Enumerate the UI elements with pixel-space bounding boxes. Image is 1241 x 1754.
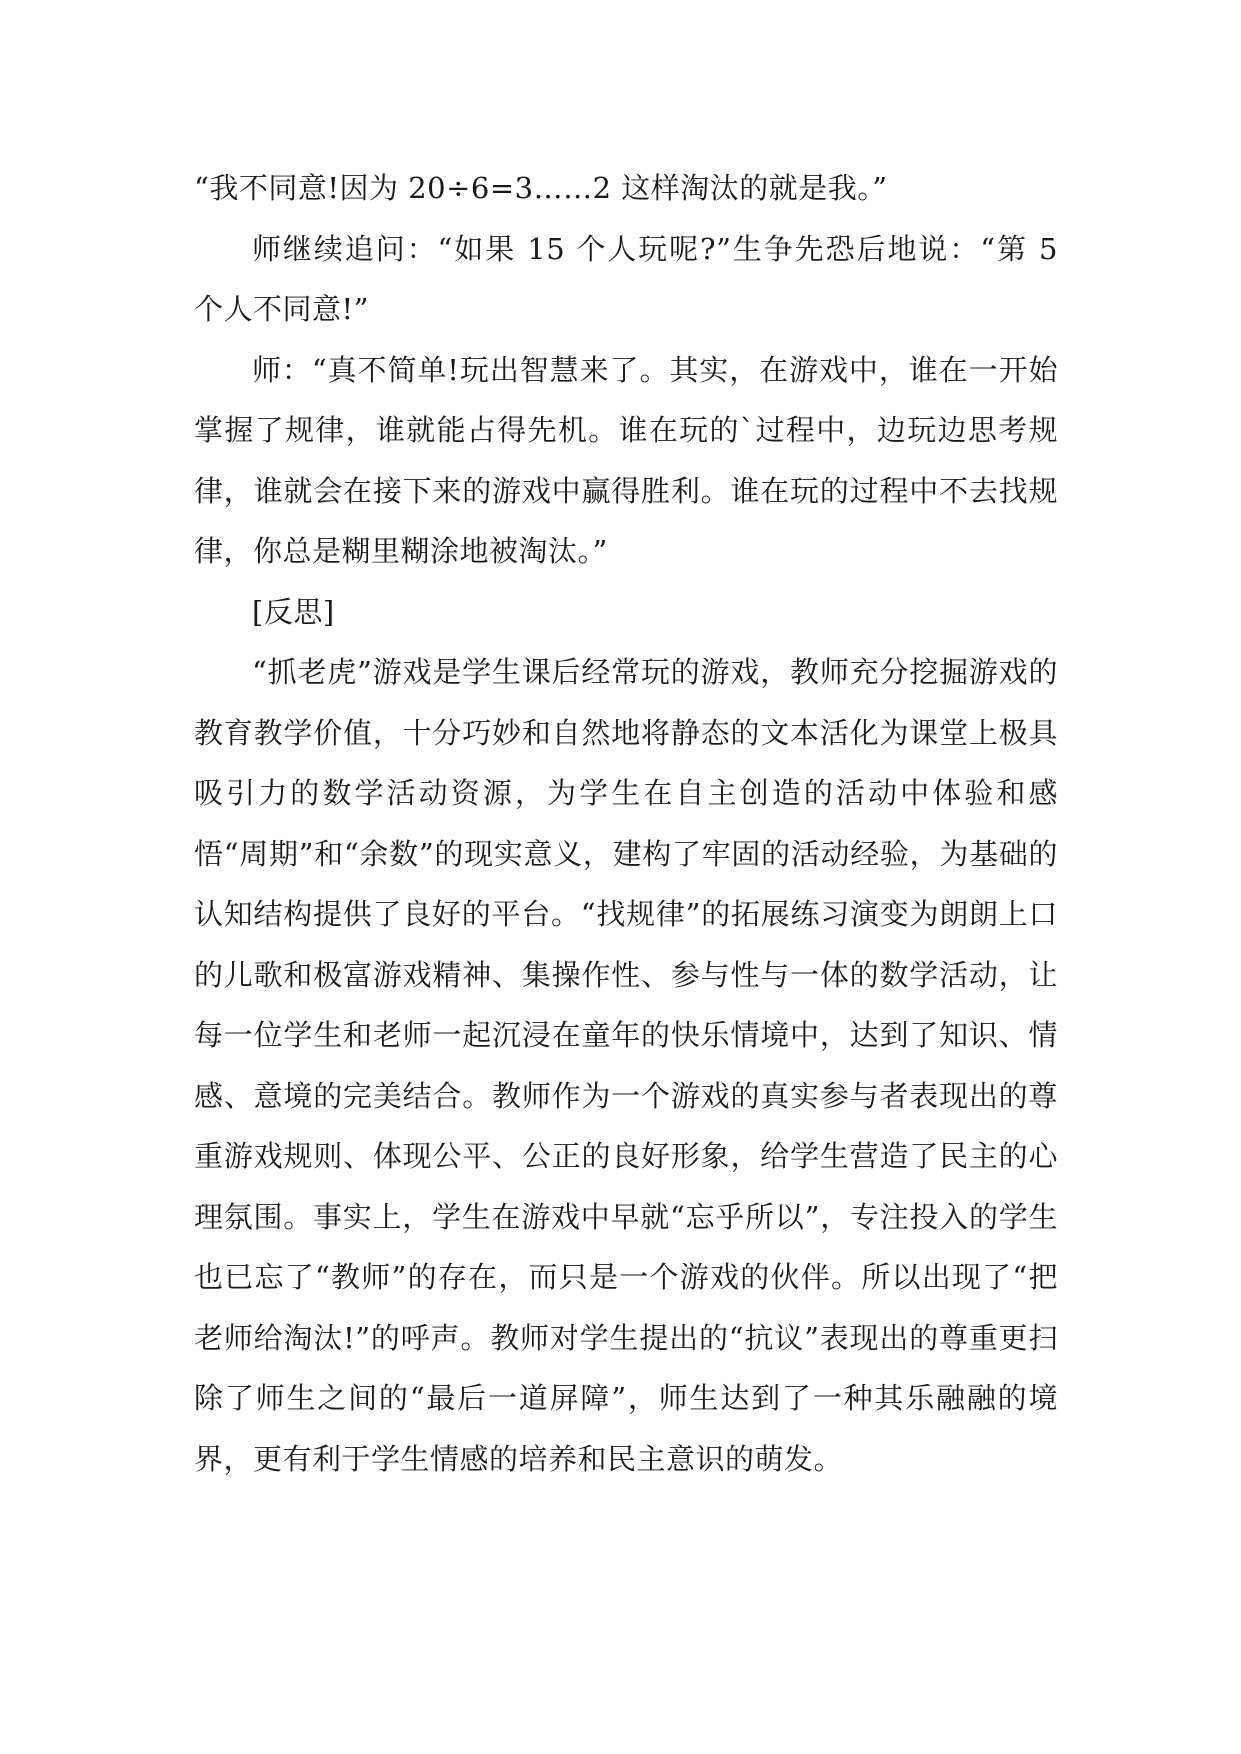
- document-body: [194, 158, 1068, 1489]
- section-heading-reflection: [反思]: [252, 594, 335, 629]
- paragraph-teacher-follow-up: 师继续追问：“如果 15 个人玩呢?”生争先恐后地说：“第 5 个人不同意!”: [194, 231, 1068, 326]
- paragraph-quote-disagree: “我不同意!因为 20÷6=3……2 这样淘汰的就是我。”: [194, 171, 888, 205]
- paragraph-reflection: “抓老虎”游戏是学生课后经常玩的游戏，教师充分挖掘游戏的教育教学价值，十分巧妙和自然地将静态的文本活化为课堂上极具吸引力的数学活动资源，为学生在自主创造的活动中体验和感悟“周期”和“余数”的现实意义，建构了牢固的活动经验，为基础的认知结构提供了良好的平台。“找规律”的拓展练习演变为朗朗上口的儿歌和极富游戏精神、集操作性、参与性与一体的数学活动，让每一位学生和老师一起沉浸在童年的快乐情境中，达到了知识、情感、意境的完美结合。教师作为一个游戏的真实参与者表现出的尊重游戏规则、体现公平、公正的良好形象，给学生营造了民主的心理氛围。事实上，学生在游戏中早就“忘乎所以”，专注投入的学生也已忘了“教师”的存在，而只是一个游戏的伙伴。所以出现了“把老师给淘汰!”的呼声。教师对学生提出的“抗议”表现出的尊重更扫除了师生之间的“最后一道屏障”，师生达到了一种其乐融融的境界，更有利于学生情感的培养和民主意识的萌发。: [194, 655, 1058, 1476]
- paragraph-teacher-comment: 师：“真不简单!玩出智慧来了。其实，在游戏中，谁在一开始掌握了规律，谁就能占得先机。谁在玩的`过程中，边玩边思考规律，谁就会在接下来的游戏中赢得胜利。谁在玩的过程中不去找规律，你总是糊里糊涂地被淘汰。”: [194, 352, 1058, 568]
